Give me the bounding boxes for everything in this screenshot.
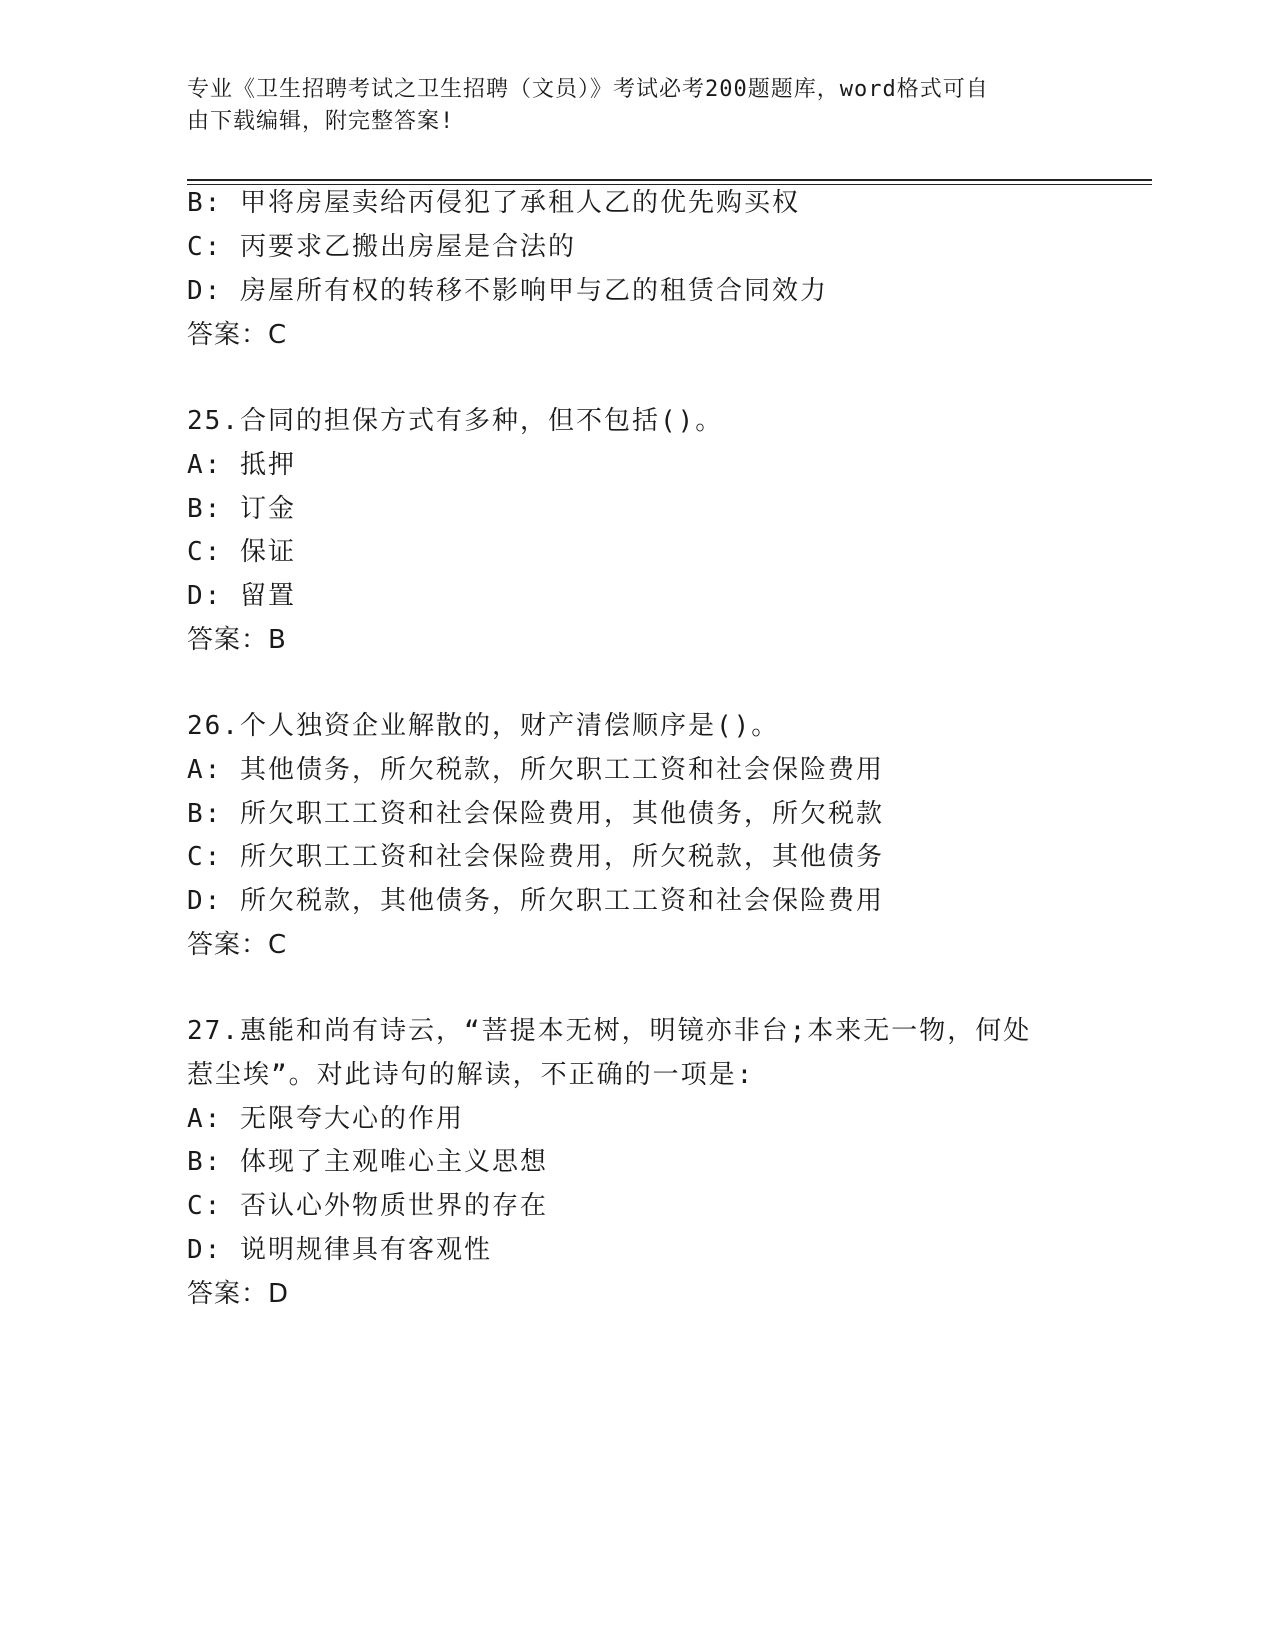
prev-answer: 答案：C xyxy=(187,320,288,350)
question-26-option-b: B: 所欠职工工资和社会保险费用，其他债务，所欠税款 xyxy=(187,799,884,829)
prev-option-d: D: 房屋所有权的转移不影响甲与乙的租赁合同效力 xyxy=(187,276,828,306)
prev-option-b: B: 甲将房屋卖给丙侵犯了承租人乙的优先购买权 xyxy=(187,188,800,218)
question-26-option-c: C: 所欠职工工资和社会保险费用，所欠税款，其他债务 xyxy=(187,842,884,872)
question-26-answer: 答案：C xyxy=(187,930,288,960)
question-27-option-b: B: 体现了主观唯心主义思想 xyxy=(187,1147,548,1177)
question-27-option-a: A: 无限夸大心的作用 xyxy=(187,1104,464,1134)
question-25-option-a: A: 抵押 xyxy=(187,450,296,480)
header-line-1: 专业《卫生招聘考试之卫生招聘（文员）》考试必考200题题库，word格式可自 xyxy=(187,77,989,102)
question-25-option-c: C: 保证 xyxy=(187,537,296,567)
document-header xyxy=(187,74,1067,138)
header-line-2: 由下载编辑，附完整答案! xyxy=(187,109,455,134)
question-26-option-d: D: 所欠税款，其他债务，所欠职工工资和社会保险费用 xyxy=(187,886,884,916)
question-26-stem: 26.个人独资企业解散的，财产清偿顺序是()。 xyxy=(187,711,780,741)
header-rule-thin xyxy=(187,184,1152,185)
prev-option-c: C: 丙要求乙搬出房屋是合法的 xyxy=(187,232,576,262)
question-25-option-b: B: 订金 xyxy=(187,494,296,524)
question-27-stem-line-2: 惹尘埃”。对此诗句的解读，不正确的一项是: xyxy=(187,1060,755,1090)
question-26-option-a: A: 其他债务，所欠税款，所欠职工工资和社会保险费用 xyxy=(187,755,884,785)
header-rule-thick xyxy=(187,179,1152,181)
question-25-option-d: D: 留置 xyxy=(187,581,296,611)
question-27-option-d: D: 说明规律具有客观性 xyxy=(187,1235,492,1265)
question-25-stem: 25.合同的担保方式有多种，但不包括()。 xyxy=(187,406,724,436)
question-25-answer: 答案：B xyxy=(187,625,287,655)
question-27-answer: 答案：D xyxy=(187,1279,290,1309)
question-27-option-c: C: 否认心外物质世界的存在 xyxy=(187,1191,548,1221)
question-27-stem-line-1: 27.惠能和尚有诗云，“菩提本无树，明镜亦非台;本来无一物，何处 xyxy=(187,1016,1032,1046)
